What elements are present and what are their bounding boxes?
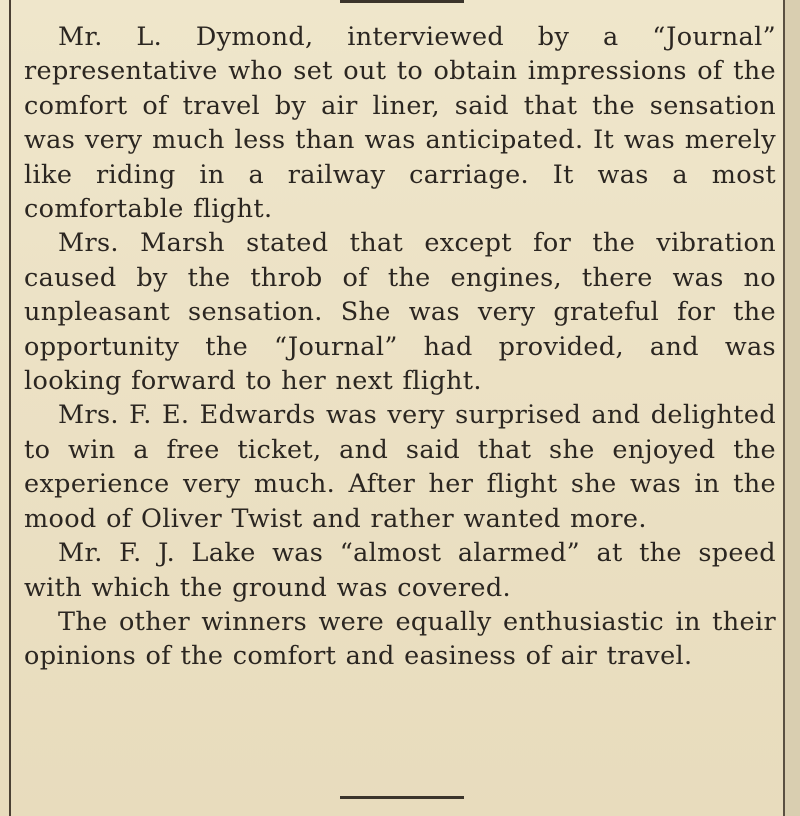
paragraph-edwards: Mrs. F. E. Edwards was very surprised and delighted to win a free ticket, and said that she enjoyed the experience very much. After her flight she was in the mood of Oliver Twist and rather wanted more.	[24, 400, 776, 534]
paragraph-dymond: Mr. L. Dymond, interviewed by a “Journal” representative who set out to obtain impressions of the comfort of travel by air liner, said that the sensation was very much less than was anticipated. It was merely like riding in a railway carriage. It was a most comfortable flight.	[24, 22, 776, 225]
column-rule-left	[9, 0, 11, 816]
page-edge	[785, 0, 800, 816]
bottom-divider-rule	[340, 796, 464, 799]
paragraph-marsh: Mrs. Marsh stated that except for the vibration caused by the throb of the engines, there was no unpleasant sensation. She was very grateful for the opportunity the “Journal” had provided, and was looking forward to her next flight.	[24, 228, 776, 397]
paragraph-other-winners: The other winners were equally enthusiastic in their opinions of the comfort and easiness of air travel.	[24, 606, 776, 672]
top-divider-rule	[340, 0, 464, 3]
article-body	[24, 20, 776, 674]
paragraph-lake: Mr. F. J. Lake was “almost alarmed” at the speed with which the ground was covered.	[24, 538, 776, 603]
